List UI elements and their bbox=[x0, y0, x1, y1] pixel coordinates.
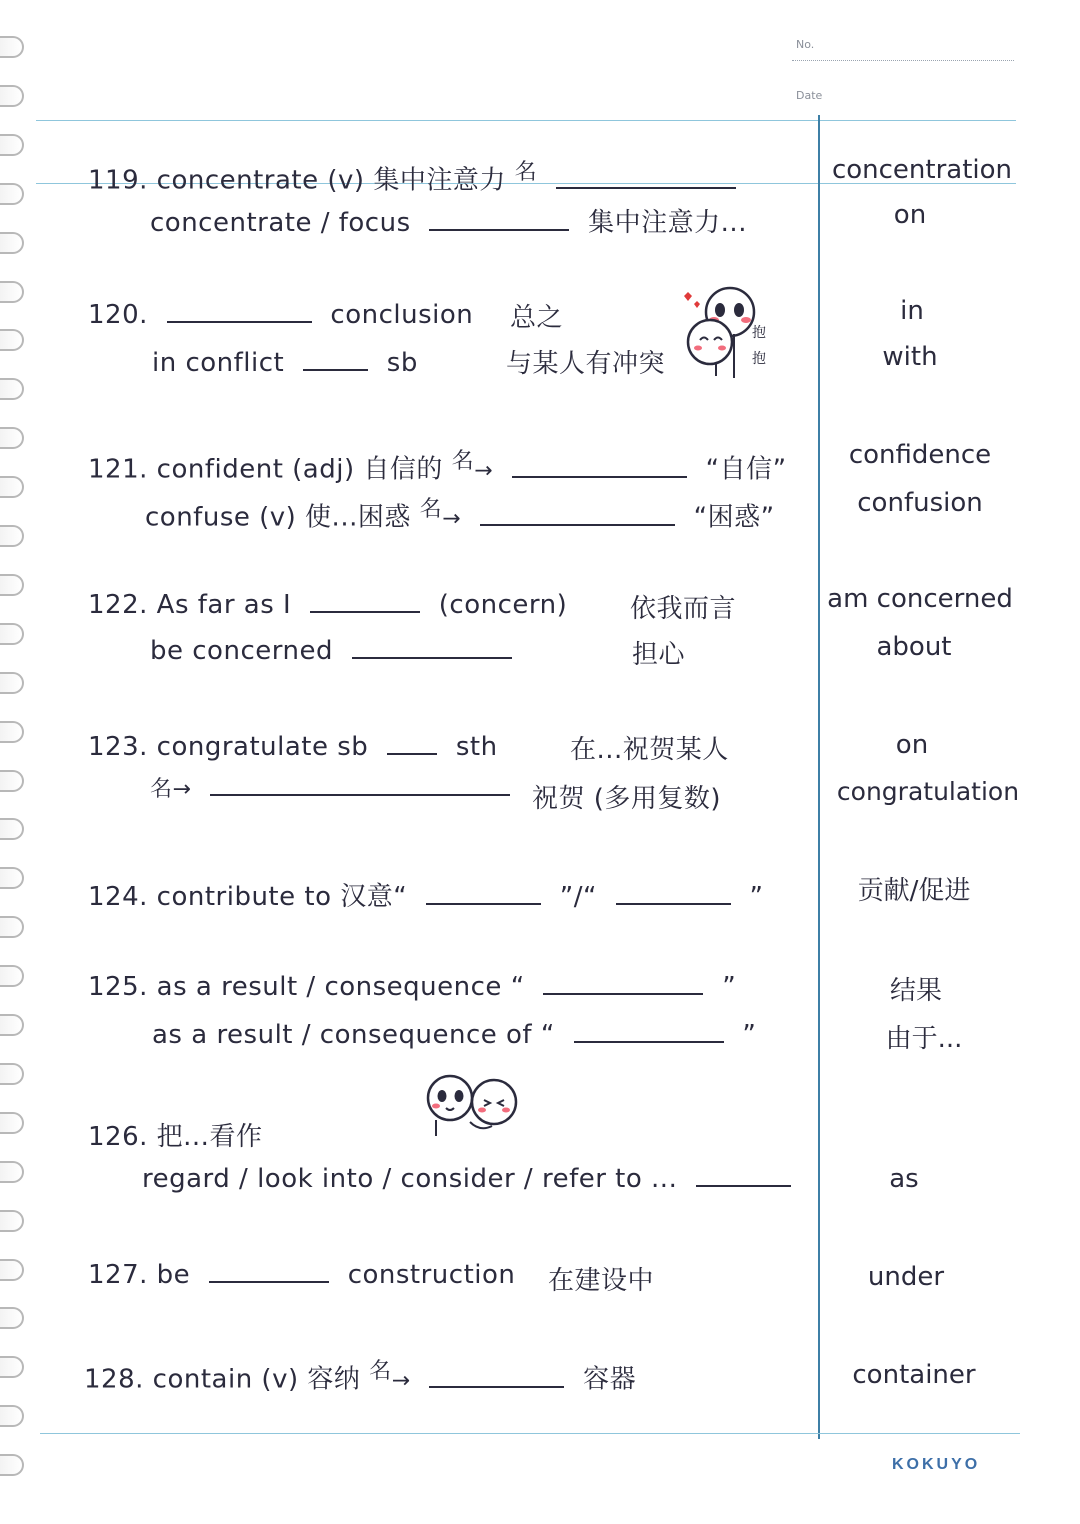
entry-122-line2 bbox=[150, 636, 522, 666]
blank bbox=[210, 774, 510, 796]
entry-123-line1 bbox=[88, 732, 498, 762]
answer-126: as bbox=[889, 1164, 919, 1194]
binding-ring bbox=[0, 427, 24, 449]
entry-122-cn2: 担心 bbox=[632, 640, 686, 670]
blank bbox=[426, 883, 541, 905]
binding-ring bbox=[0, 1259, 24, 1281]
entry-text: confuse (v) 使...困惑 bbox=[145, 502, 411, 533]
entry-text: regard / look into / consider / refer to ... bbox=[142, 1164, 678, 1194]
answer-123-1: on bbox=[895, 730, 929, 760]
top-rule bbox=[36, 120, 1016, 121]
binding-ring bbox=[0, 672, 24, 694]
entry-122-line1 bbox=[88, 590, 567, 620]
blank bbox=[429, 1366, 564, 1388]
binding-ring bbox=[0, 134, 24, 156]
entry-text: sb bbox=[386, 348, 418, 378]
binding-ring bbox=[0, 329, 24, 351]
entry-number: 122. bbox=[88, 590, 148, 620]
answer-120-2: with bbox=[882, 342, 938, 372]
entry-120-cn2: 与某人有冲突 bbox=[506, 349, 666, 379]
binding-ring bbox=[0, 85, 24, 107]
entry-text: construction bbox=[347, 1260, 516, 1290]
entry-127-line1 bbox=[88, 1260, 515, 1290]
entry-cn: 集中注意力... bbox=[588, 208, 747, 238]
binding-ring bbox=[0, 232, 24, 254]
answer-122-1: am concerned bbox=[827, 584, 1013, 614]
entry-text: as a result / consequence bbox=[156, 972, 502, 1002]
binding-ring bbox=[0, 281, 24, 303]
entry-text: be bbox=[156, 1260, 191, 1290]
binding-ring bbox=[0, 183, 24, 205]
noun-mark: 名 bbox=[514, 160, 538, 185]
answer-123-2: congratulation bbox=[836, 777, 1020, 806]
entry-number: 119. bbox=[88, 165, 148, 196]
entry-120-line1 bbox=[88, 300, 473, 330]
noun-mark: 名 bbox=[451, 449, 475, 474]
binding-ring bbox=[0, 1454, 24, 1476]
blank bbox=[512, 456, 687, 478]
binding-ring bbox=[0, 867, 24, 889]
answer-121-2: confusion bbox=[857, 488, 983, 518]
binding-ring bbox=[0, 1356, 24, 1378]
binding-ring bbox=[0, 1112, 24, 1134]
answer-125-2: 由于... bbox=[885, 1024, 963, 1054]
blank bbox=[352, 637, 512, 659]
no-line bbox=[792, 60, 1014, 61]
entry-126-line1 bbox=[88, 1116, 262, 1153]
entry-127-cn: 在建设中 bbox=[548, 1266, 655, 1296]
binding-ring bbox=[0, 476, 24, 498]
binding-ring bbox=[0, 623, 24, 645]
blank bbox=[209, 1261, 329, 1283]
answer-128: container bbox=[852, 1360, 976, 1390]
entry-125-line2 bbox=[152, 1020, 756, 1050]
blank bbox=[310, 591, 420, 613]
blank bbox=[387, 733, 437, 755]
entry-124-line1 bbox=[88, 876, 763, 913]
entry-number: 124. bbox=[88, 882, 148, 912]
noun-mark: 名 bbox=[150, 777, 173, 802]
blank bbox=[574, 1021, 724, 1043]
answer-122-2: about bbox=[876, 632, 952, 662]
entry-123-line2: 名→ bbox=[150, 772, 520, 803]
blank bbox=[303, 349, 368, 371]
brand-logo: KOKUYO bbox=[892, 1456, 981, 1473]
binding-ring bbox=[0, 36, 24, 58]
entry-text: be concerned bbox=[150, 636, 333, 666]
entry-text: (concern) bbox=[438, 590, 568, 620]
binding-ring bbox=[0, 1014, 24, 1036]
answer-125-1: 结果 bbox=[889, 976, 942, 1006]
quote-close: ” bbox=[742, 1020, 757, 1050]
entry-number: 127. bbox=[88, 1260, 148, 1290]
binding-ring bbox=[0, 525, 24, 547]
entry-number: 128. bbox=[84, 1364, 144, 1395]
entry-128-line1: 128. contain (v) 容纳 $^名$→ 容器 bbox=[84, 1359, 637, 1395]
entry-text: congratulate sb bbox=[156, 732, 369, 762]
entry-121-line1: 121. confident (adj) 自信的 $^名$→ “自信” bbox=[88, 449, 787, 485]
entry-text: ”/“ bbox=[559, 882, 597, 912]
entry-text: in conflict bbox=[152, 348, 285, 378]
answer-124: 贡献/促进 bbox=[857, 876, 971, 906]
no-label: No. bbox=[796, 38, 815, 51]
noun-mark: 名 bbox=[369, 1359, 392, 1384]
entry-text: ” bbox=[749, 882, 764, 912]
bottom-rule bbox=[40, 1433, 1020, 1434]
answer-120-1: in bbox=[900, 296, 924, 326]
blank bbox=[167, 301, 312, 323]
hug-sticker bbox=[676, 282, 786, 382]
entry-120-line2 bbox=[152, 348, 418, 378]
quote-open: “ bbox=[540, 1020, 555, 1050]
answer-121-1: confidence bbox=[848, 440, 992, 470]
entry-119-line2 bbox=[150, 202, 747, 239]
binding-ring bbox=[0, 1405, 24, 1427]
binding-ring bbox=[0, 378, 24, 400]
binding-ring bbox=[0, 965, 24, 987]
entry-text: sth bbox=[455, 732, 498, 762]
entry-cn: 容器 bbox=[583, 1364, 637, 1395]
entry-120-cn1: 总之 bbox=[510, 303, 564, 333]
entry-123-cn2: 祝贺 (多用复数) bbox=[532, 784, 722, 814]
entry-123-cn1: 在...祝贺某人 bbox=[570, 735, 729, 765]
blank bbox=[696, 1165, 791, 1187]
entry-text: concentrate / focus bbox=[150, 208, 411, 238]
answer-127: under bbox=[867, 1262, 945, 1292]
entry-number: 125. bbox=[88, 972, 148, 1002]
entry-text: contain (v) 容纳 bbox=[152, 1364, 361, 1395]
quote-open: “ bbox=[510, 972, 525, 1002]
entry-text: contribute to 汉意“ bbox=[156, 882, 408, 912]
binding-ring bbox=[0, 574, 24, 596]
entry-121-line2: confuse (v) 使...困惑 $^名$→ “困惑” bbox=[145, 497, 775, 533]
entry-text: concentrate (v) 集中注意力 bbox=[156, 165, 506, 196]
binding-ring bbox=[0, 721, 24, 743]
hug-caption: 抱抱 bbox=[752, 325, 767, 367]
date-label: Date bbox=[796, 89, 823, 102]
entry-number: 126. bbox=[88, 1122, 148, 1152]
couple-sticker bbox=[420, 1072, 524, 1142]
entry-text: As far as I bbox=[156, 590, 292, 620]
entry-text: confident (adj) 自信的 bbox=[156, 454, 443, 485]
entry-text: 把...看作 bbox=[156, 1122, 263, 1152]
binding-ring bbox=[0, 1210, 24, 1232]
answer-119-1: concentration bbox=[831, 155, 1013, 185]
binding-ring bbox=[0, 770, 24, 792]
entry-text: as a result / consequence of bbox=[152, 1020, 533, 1050]
entry-119-line1 bbox=[88, 155, 746, 197]
blank bbox=[429, 209, 569, 231]
entry-number: 120. bbox=[88, 300, 148, 330]
entry-cn: “自信” bbox=[705, 454, 787, 485]
blank bbox=[480, 504, 675, 526]
entry-number: 121. bbox=[88, 454, 148, 485]
entry-125-line1 bbox=[88, 972, 736, 1002]
binding-ring bbox=[0, 1161, 24, 1183]
quote-close: ” bbox=[722, 972, 737, 1002]
blank bbox=[543, 973, 703, 995]
entry-number: 123. bbox=[88, 732, 148, 762]
binding-ring bbox=[0, 818, 24, 840]
entry-122-cn1: 依我而言 bbox=[630, 594, 737, 624]
binding-ring bbox=[0, 1063, 24, 1085]
binding-ring bbox=[0, 1307, 24, 1329]
entry-cn: “困惑” bbox=[693, 502, 775, 533]
answer-119-2: on bbox=[893, 200, 927, 230]
noun-mark: 名 bbox=[419, 497, 443, 522]
blank bbox=[616, 883, 731, 905]
binding-ring bbox=[0, 916, 24, 938]
entry-text: conclusion bbox=[330, 300, 474, 330]
entry-126-line2 bbox=[142, 1164, 801, 1194]
blank bbox=[556, 167, 736, 189]
